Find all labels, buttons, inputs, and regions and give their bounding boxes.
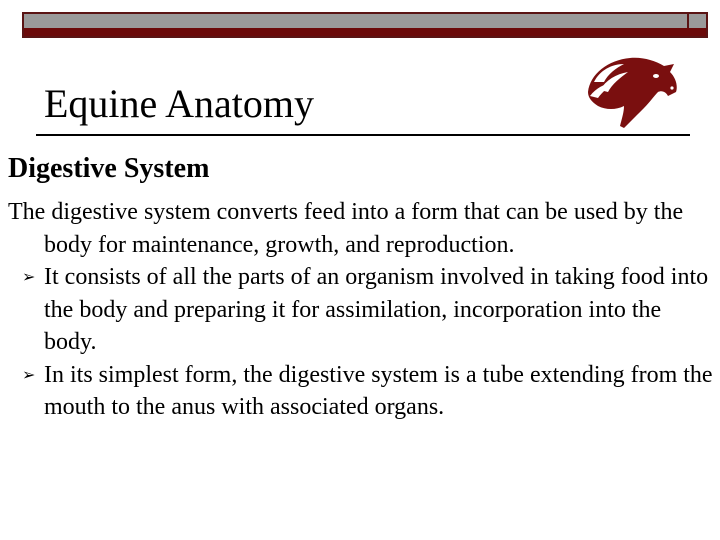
slide-title: Equine Anatomy	[44, 81, 314, 126]
bullet-item-1	[8, 261, 714, 359]
intro-paragraph: The digestive system converts feed into a form that can be used by the body for maintenance, growth, and reproduction.	[8, 199, 684, 258]
horse-head-icon	[580, 52, 680, 130]
arrow-bullet-icon: ➢	[22, 267, 36, 286]
bullet-text-1: It consists of all the parts of an organism involved in taking food into the body and preparing it for assimilation, incorporation into the body.	[44, 264, 709, 355]
slide-subtitle: Digestive System	[8, 153, 210, 184]
bullet-text-2: In its simplest form, the digestive system is a tube extending from the mouth to the anus with associated organs.	[44, 361, 713, 420]
arrow-bullet-icon: ➢	[22, 364, 36, 384]
title-underline	[36, 134, 690, 136]
header-decoration-bar	[22, 12, 708, 38]
bullet-item-2	[8, 359, 714, 424]
header-end-square	[687, 14, 703, 28]
slide-body	[8, 196, 714, 424]
